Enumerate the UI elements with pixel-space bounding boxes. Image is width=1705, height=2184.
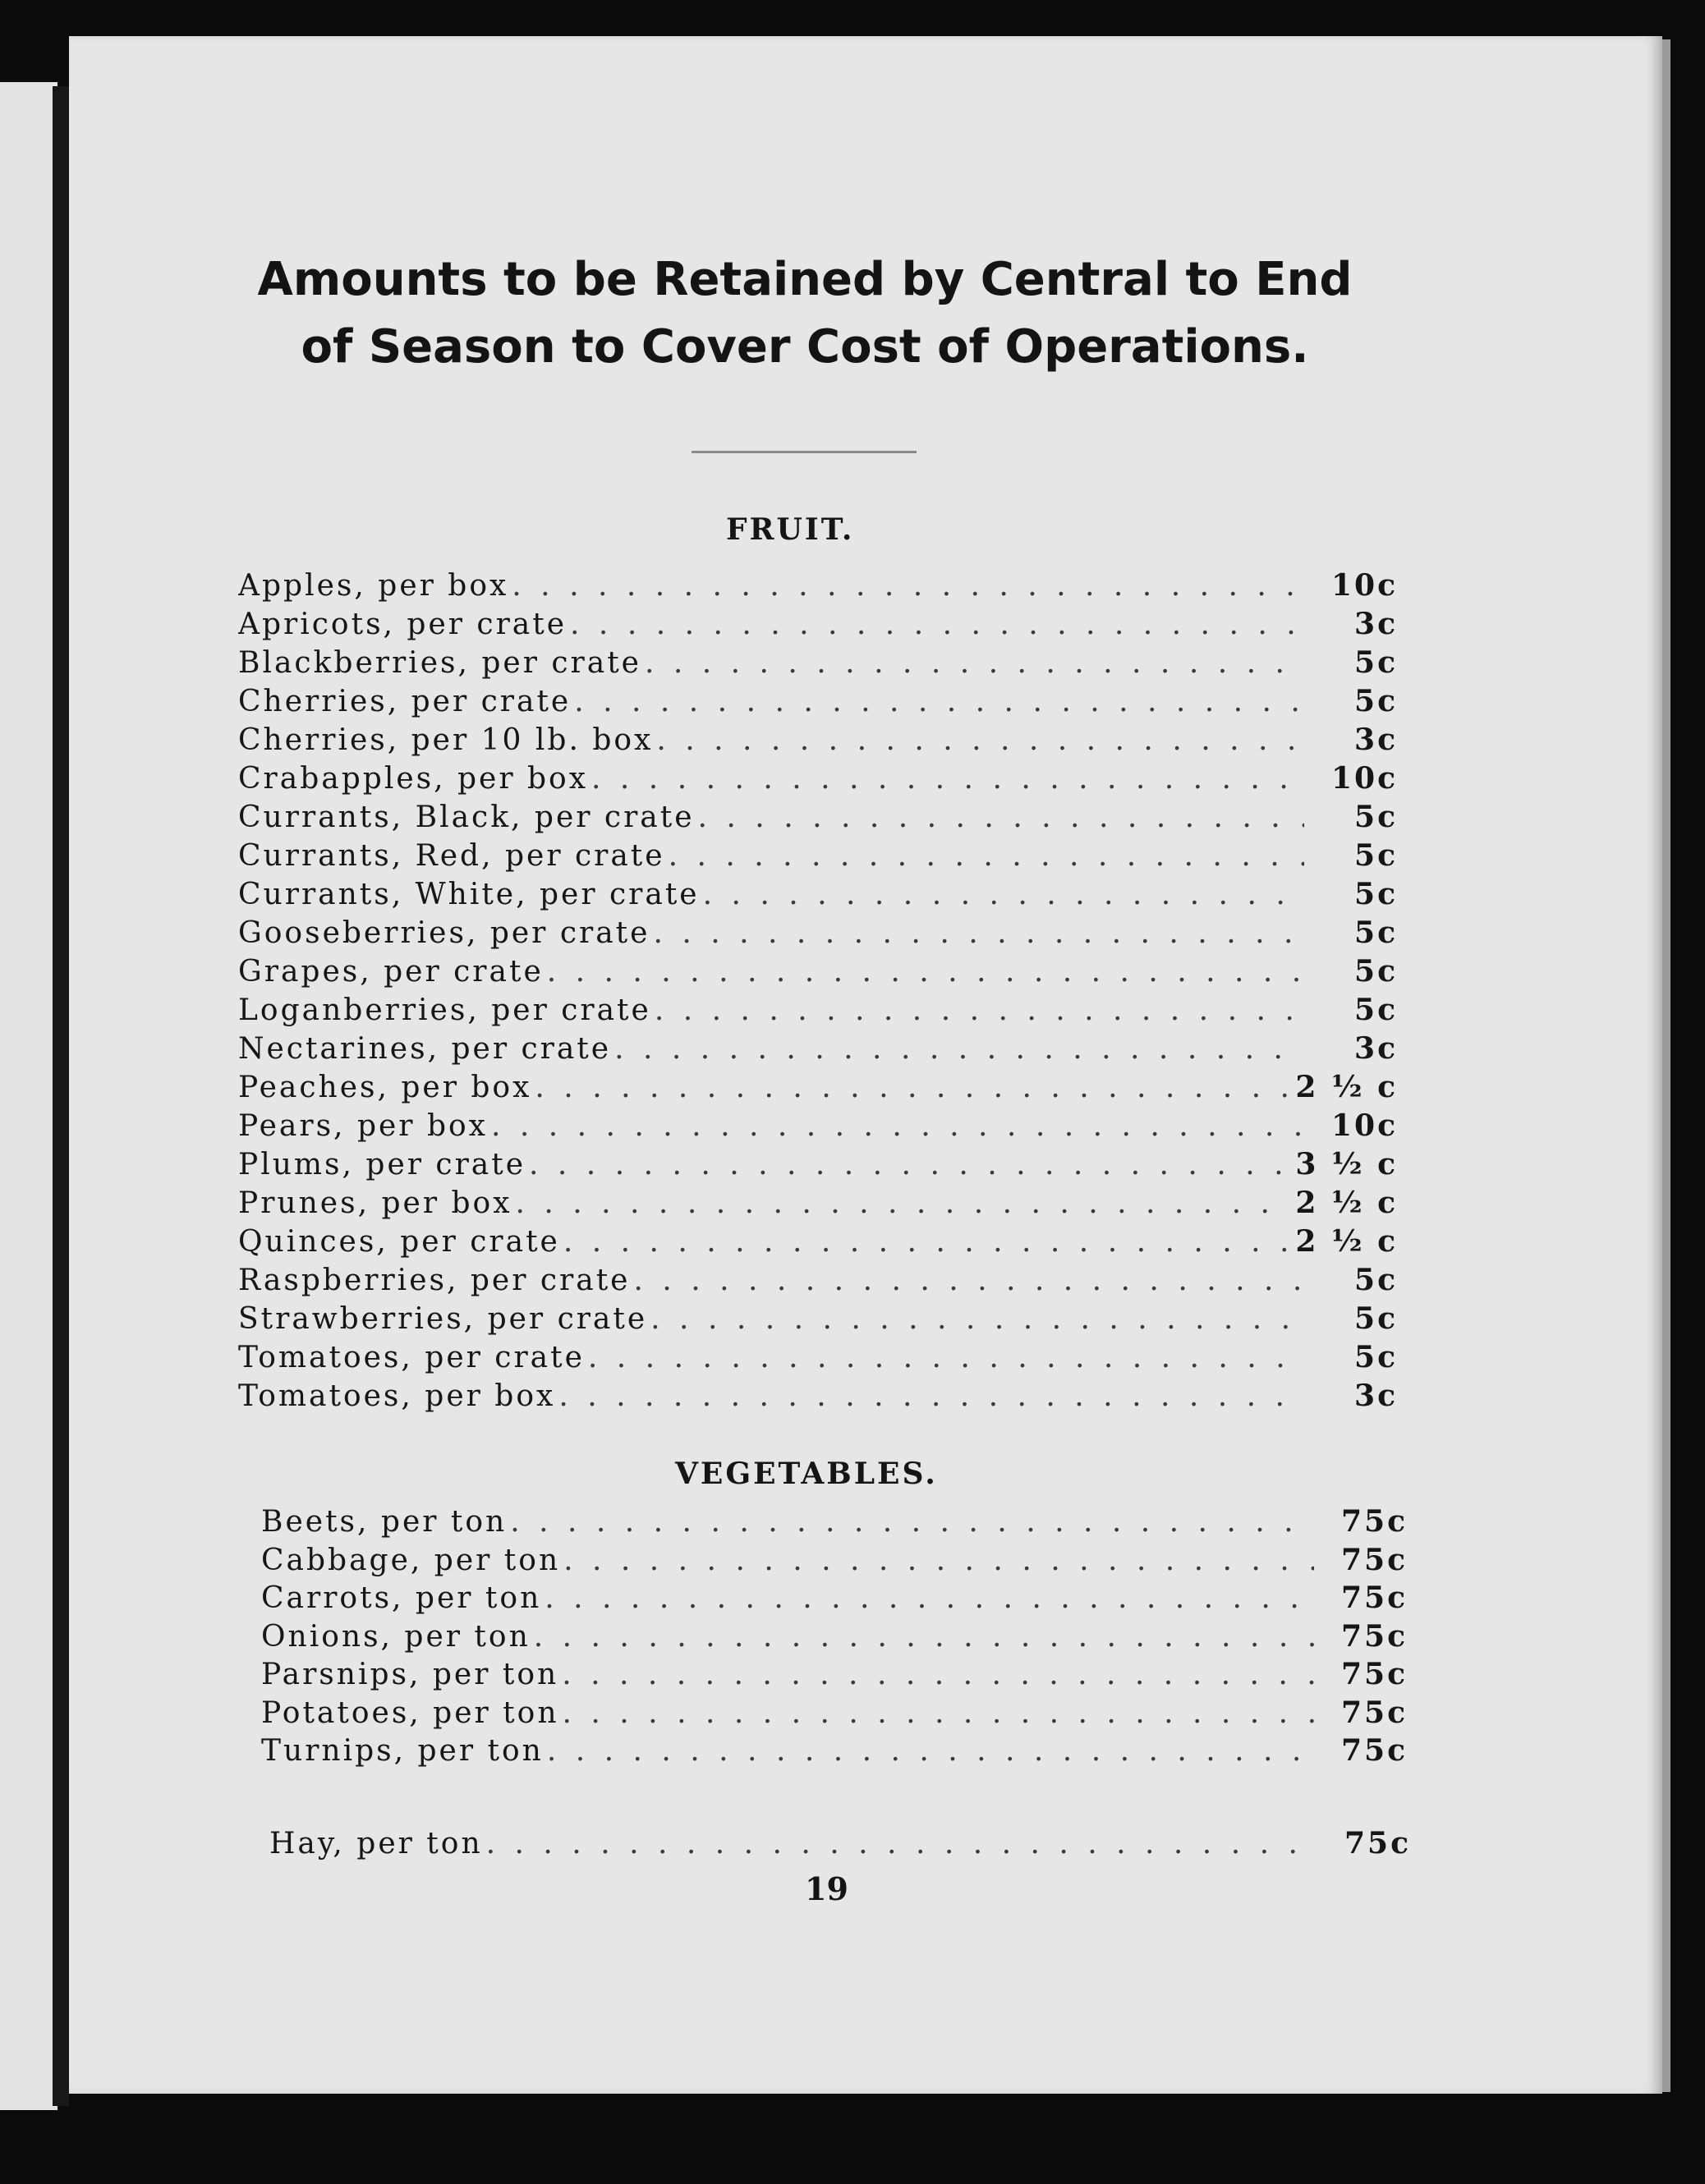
rate-value: 5c	[1354, 1263, 1398, 1297]
binding-gutter	[53, 86, 69, 2106]
rate-label: Blackberries, per crate	[238, 646, 641, 680]
vegetable-rate-row	[261, 1541, 1408, 1580]
dot-leader	[669, 837, 1304, 875]
rate-label: Cherries, per 10 lb. box	[238, 723, 654, 757]
rate-value: 3c	[1354, 607, 1398, 641]
dot-leader	[491, 1107, 1304, 1145]
dot-leader	[645, 644, 1304, 682]
rate-value: 5c	[1354, 954, 1398, 989]
fruit-rate-row	[238, 1030, 1398, 1068]
rate-value: 75c	[1340, 1581, 1408, 1615]
dot-leader	[547, 952, 1304, 991]
rate-label: Grapes, per crate	[238, 955, 544, 989]
rate-label: Carrots, per ton	[261, 1581, 542, 1615]
vegetable-rate-row	[261, 1655, 1408, 1694]
dot-leader	[614, 1030, 1304, 1068]
fruit-rate-row	[238, 721, 1398, 759]
rate-label: Nectarines, per crate	[238, 1032, 612, 1066]
fruit-rate-row	[238, 1300, 1398, 1338]
vegetable-rate-row	[261, 1579, 1408, 1617]
rate-value: 2 ½ c	[1295, 1186, 1398, 1220]
page-edge	[1662, 39, 1671, 2092]
fruit-rate-row	[238, 798, 1398, 837]
rate-value: 2 ½ c	[1295, 1070, 1398, 1104]
dot-leader	[563, 1223, 1293, 1261]
rate-value: 5c	[1354, 915, 1398, 950]
fruit-heading: FRUIT.	[726, 512, 855, 547]
rate-label: Quinces, per crate	[238, 1225, 560, 1259]
vegetables-heading: VEGETABLES.	[675, 1457, 938, 1491]
dot-leader	[703, 875, 1304, 914]
facing-page-edge	[0, 82, 57, 2110]
rate-label: Hay, per ton	[269, 1827, 483, 1861]
rate-label: Onions, per ton	[261, 1619, 531, 1654]
fruit-rate-row	[238, 1107, 1398, 1145]
rate-value: 3c	[1354, 1031, 1398, 1066]
rate-label: Apples, per box	[238, 569, 509, 603]
fruit-rate-row	[238, 759, 1398, 798]
rate-label: Strawberries, per crate	[238, 1302, 648, 1336]
rate-label: Currants, Red, per crate	[238, 839, 665, 873]
fruit-rate-row	[238, 605, 1398, 644]
rate-value: 5c	[1354, 993, 1398, 1027]
dot-leader	[529, 1145, 1292, 1184]
rate-label: Raspberries, per crate	[238, 1264, 631, 1297]
rate-value: 75c	[1340, 1618, 1408, 1654]
dot-leader	[653, 914, 1304, 952]
rate-label: Crabapples, per box	[238, 762, 589, 796]
rate-label: Tomatoes, per box	[238, 1379, 556, 1413]
rate-label: Apricots, per crate	[238, 608, 568, 641]
rate-value: 5c	[1354, 877, 1398, 911]
page-number: 19	[805, 1870, 848, 1907]
vegetable-rate-row	[261, 1732, 1408, 1770]
dot-leader	[486, 1824, 1317, 1863]
rate-value: 10c	[1330, 1108, 1398, 1143]
dot-leader	[558, 1377, 1304, 1415]
rate-label: Loganberries, per crate	[238, 993, 651, 1027]
fruit-rate-row	[238, 644, 1398, 682]
rate-value: 5c	[1354, 1340, 1398, 1374]
fruit-rate-list	[238, 567, 1398, 1415]
rate-value: 10c	[1330, 761, 1398, 796]
rate-label: Pears, per box	[238, 1109, 488, 1143]
fruit-rate-row	[238, 567, 1398, 605]
dot-leader	[591, 759, 1304, 798]
rate-value: 5c	[1354, 684, 1398, 718]
dot-leader	[535, 1068, 1292, 1107]
rate-value: 3c	[1354, 723, 1398, 757]
rate-value: 3c	[1354, 1379, 1398, 1413]
dot-leader	[698, 798, 1304, 837]
rate-value: 5c	[1354, 645, 1398, 680]
rate-label: Cherries, per crate	[238, 685, 572, 718]
dot-leader	[562, 1656, 1314, 1694]
dot-leader	[633, 1261, 1304, 1300]
dot-leader	[563, 1695, 1314, 1732]
rate-value: 75c	[1340, 1695, 1408, 1730]
title-divider	[692, 451, 917, 453]
rate-value: 75c	[1344, 1826, 1411, 1861]
fruit-rate-row	[238, 1338, 1398, 1377]
dot-leader	[570, 605, 1304, 644]
hay-rate-list	[269, 1824, 1411, 1863]
rate-value: 10c	[1330, 568, 1398, 603]
vegetable-rate-row	[261, 1503, 1408, 1541]
rate-label: Beets, per ton	[261, 1505, 508, 1539]
rate-value: 3 ½ c	[1295, 1147, 1398, 1181]
fruit-rate-row	[238, 914, 1398, 952]
dot-leader	[512, 567, 1304, 605]
rate-label: Currants, White, per crate	[238, 878, 700, 911]
dot-leader	[534, 1618, 1314, 1656]
fruit-rate-row	[238, 837, 1398, 875]
rate-label: Cabbage, per ton	[261, 1543, 561, 1577]
rate-value: 5c	[1354, 800, 1398, 834]
vegetable-rate-row	[261, 1694, 1408, 1732]
rate-label: Plums, per crate	[238, 1148, 526, 1181]
rate-value: 5c	[1354, 838, 1398, 873]
rate-value: 75c	[1340, 1657, 1408, 1691]
fruit-rate-row	[238, 1223, 1398, 1261]
rate-label: Currants, Black, per crate	[238, 801, 695, 834]
vegetable-rate-row	[261, 1617, 1408, 1656]
dot-leader	[516, 1184, 1293, 1223]
rate-value: 75c	[1340, 1542, 1408, 1577]
rate-value: 75c	[1340, 1733, 1408, 1768]
rate-label: Parsnips, per ton	[261, 1658, 559, 1691]
vegetables-rate-list	[261, 1503, 1408, 1770]
dot-leader	[545, 1580, 1314, 1617]
rate-label: Peaches, per box	[238, 1071, 532, 1104]
rate-value: 5c	[1354, 1301, 1398, 1336]
fruit-rate-row	[238, 1145, 1398, 1184]
title-line-2: of Season to Cover Cost of Operations.	[301, 320, 1309, 374]
dot-leader	[574, 682, 1304, 721]
rate-label: Turnips, per ton	[261, 1734, 544, 1768]
page-title	[222, 246, 1388, 381]
rate-value: 2 ½ c	[1295, 1224, 1398, 1259]
fruit-rate-row	[238, 875, 1398, 914]
fruit-rate-row	[238, 1184, 1398, 1223]
dot-leader	[563, 1542, 1314, 1580]
fruit-rate-row	[238, 952, 1398, 991]
rate-label: Tomatoes, per crate	[238, 1341, 585, 1374]
dot-leader	[547, 1732, 1314, 1770]
rate-label: Prunes, per box	[238, 1186, 512, 1220]
dot-leader	[588, 1338, 1304, 1377]
fruit-rate-row	[238, 991, 1398, 1030]
rate-label: Potatoes, per ton	[261, 1695, 559, 1730]
fruit-rate-row	[238, 1261, 1398, 1300]
rate-label: Gooseberries, per crate	[238, 916, 650, 950]
dot-leader	[650, 1300, 1304, 1338]
dot-leader	[510, 1503, 1314, 1541]
fruit-rate-row	[238, 1377, 1398, 1415]
rate-value: 75c	[1340, 1504, 1408, 1539]
dot-leader	[656, 721, 1304, 759]
fruit-rate-row	[238, 682, 1398, 721]
title-line-1: Amounts to be Retained by Central to End	[257, 253, 1353, 306]
hay-rate-row	[269, 1824, 1411, 1863]
fruit-rate-row	[238, 1068, 1398, 1107]
dot-leader	[655, 991, 1304, 1030]
